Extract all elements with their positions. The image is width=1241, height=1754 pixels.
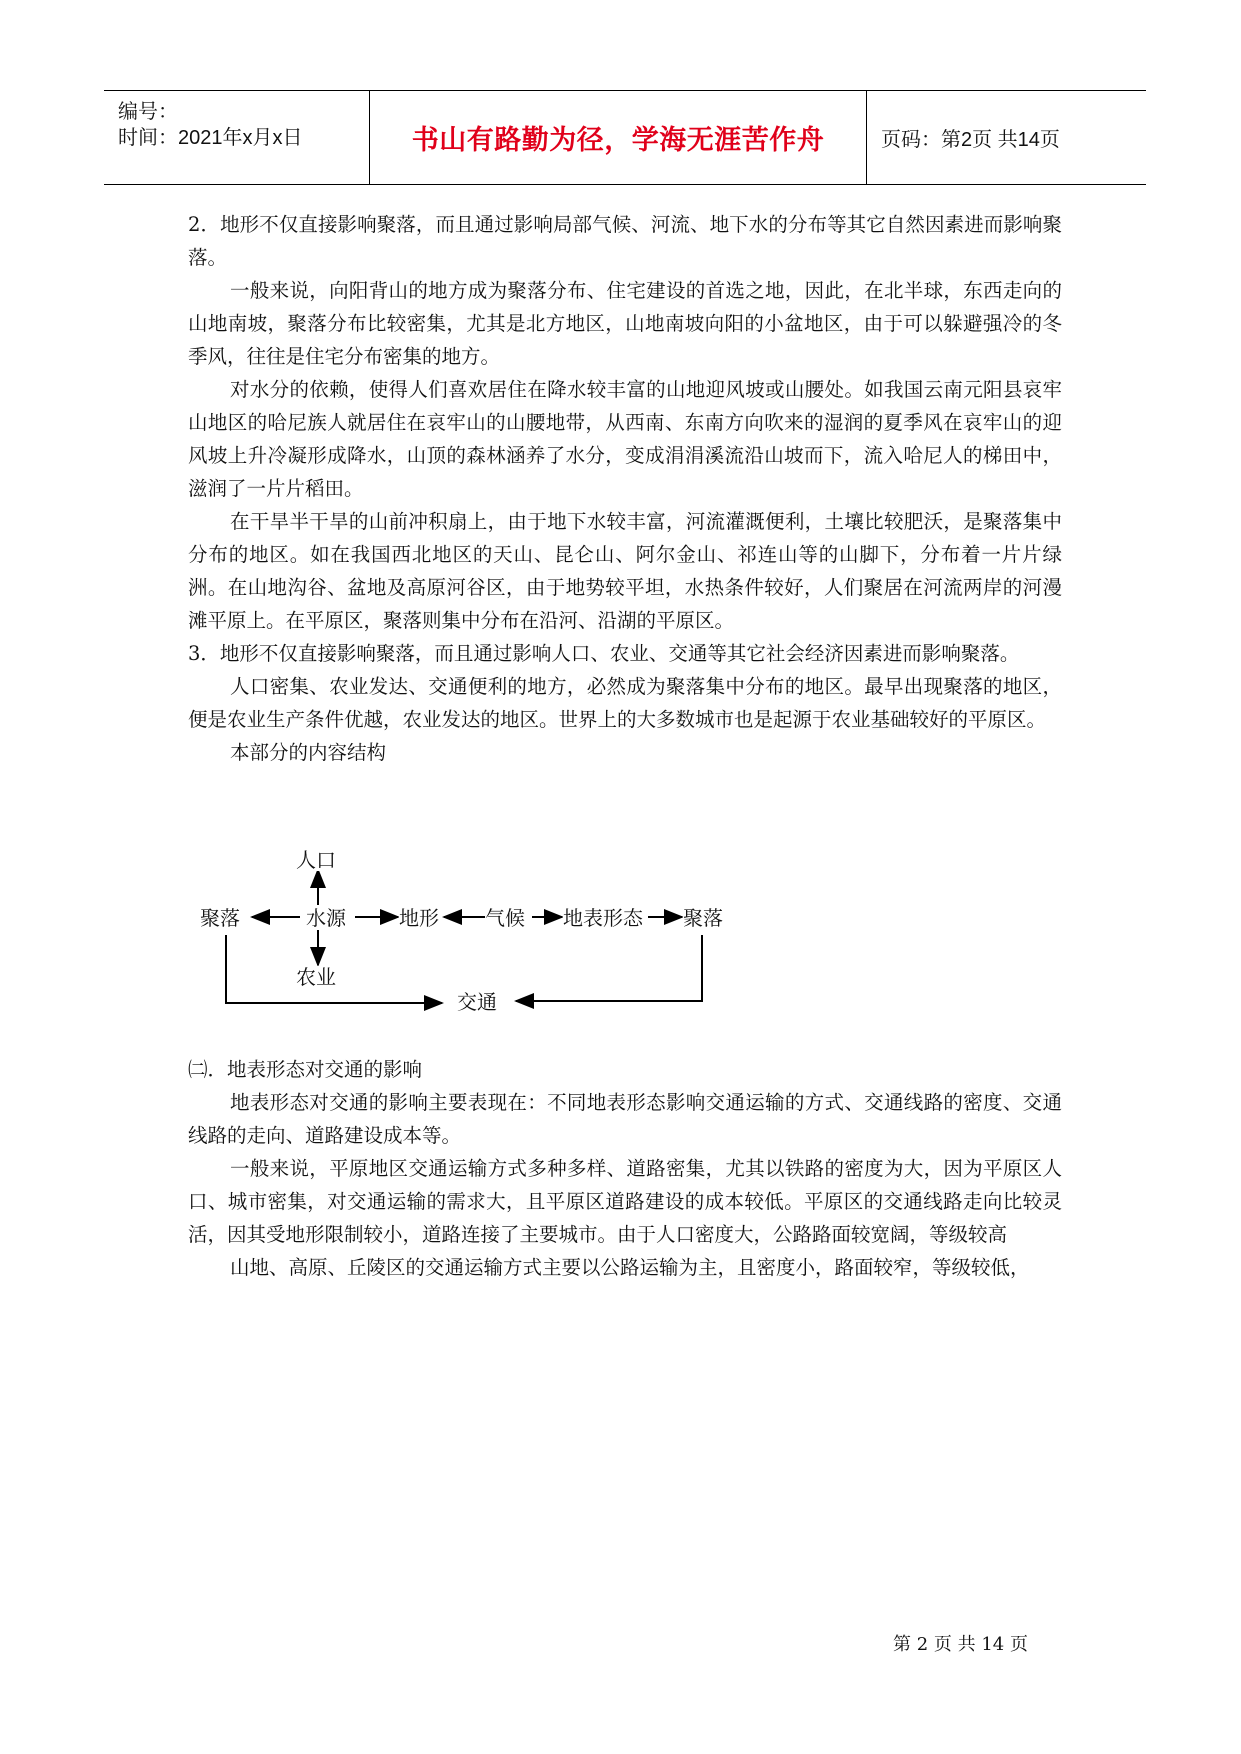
paragraph: 人口密集、农业发达、交通便利的地方，必然成为聚落集中分布的地区。最早出现聚落的地区，便是农业生产条件优越，农业发达的地区。世界上的大多数城市也是起源于农业基础较好的平原区。 xyxy=(188,675,1062,731)
node-agriculture: 农业 xyxy=(296,965,336,989)
paragraph: 对水分的依赖，使得人们喜欢居住在降水较丰富的山地迎风坡或山腰处。如我国云南元阳县哀牢山地区的哈尼族人就居住在哀牢山的山腰地带，从西南、东南方向吹来的湿润的夏季风在哀牢山的迎风坡上升冷凝形成降水，山顶的森林涵养了水分，变成涓涓溪流沿山坡而下，流入哈尼人的梯田中，滋润了一片片稻田。 xyxy=(188,378,1062,500)
paragraph: 一般来说，向阳背山的地方成为聚落分布、住宅建设的首选之地，因此，在北半球，东西走向的山地南坡，聚落分布比较密集，尤其是北方地区，山地南坡向阳的小盆地区，由于可以躲避强冷的冬季风，往往是住宅分布密集的地方。 xyxy=(188,279,1062,368)
page-footer: 第 2 页 共 14 页 xyxy=(893,1634,1028,1655)
header-meta-cell xyxy=(104,91,370,184)
number-label: 编号： xyxy=(118,101,178,123)
node-transport: 交通 xyxy=(457,990,497,1014)
header-motto: 书山有路勤为径，学海无涯苦作舟 xyxy=(370,91,867,184)
node-climate: 气候 xyxy=(485,906,525,930)
node-settlement-right: 聚落 xyxy=(683,906,723,930)
node-population: 人口 xyxy=(296,848,336,872)
diagram-caption: 本部分的内容结构 xyxy=(230,741,387,764)
paragraph: 在干旱半干旱的山前冲积扇上，由于地下水较丰富，河流灌溉便利，土壤比较肥沃，是聚落集中分布的地区。如在我国西北地区的天山、昆仑山、阿尔金山、祁连山等的山脚下，分布着一片片绿洲。在山地沟谷、盆地及高原河谷区，由于地势较平坦，水热条件较好，人们聚居在河流两岸的河漫滩平原上。在平原区，聚落则集中分布在沿河、沿湖的平原区。 xyxy=(188,510,1062,632)
section-heading: ㈡．地表形态对交通的影响 xyxy=(188,1058,423,1081)
page-header xyxy=(104,90,1146,185)
node-settlement-left: 聚落 xyxy=(200,906,240,930)
paragraph: 山地、高原、丘陵区的交通运输方式主要以公路运输为主，且密度小，路面较窄，等级较低， xyxy=(230,1256,1030,1279)
node-landform: 地表形态 xyxy=(563,906,643,930)
time-label: 时间：2021年x月x日 xyxy=(118,127,303,149)
node-water: 水源 xyxy=(306,906,346,930)
paragraph: 一般来说，平原地区交通运输方式多种多样、道路密集，尤其以铁路的密度为大，因为平原区人口、城市密集，对交通运输的需求大，且平原区道路建设的成本较低。平原区的交通线路走向比较灵活，因其受地形限制较小，道路连接了主要城市。由于人口密度大，公路路面较宽阔，等级较高 xyxy=(188,1157,1062,1246)
section-landform-transport xyxy=(188,1053,1062,1284)
document-body xyxy=(188,208,1062,769)
paragraph: 3．地形不仅直接影响聚落，而且通过影响人口、农业、交通等其它社会经济因素进而影响聚落。 xyxy=(188,642,1020,665)
header-page-info: 页码：第2页 共14页 xyxy=(881,129,1060,151)
paragraph: 地表形态对交通的影响主要表现在：不同地表形态影响交通运输的方式、交通线路的密度、交通线路的走向、道路建设成本等。 xyxy=(188,1091,1062,1147)
paragraph: 2．地形不仅直接影响聚落，而且通过影响局部气候、河流、地下水的分布等其它自然因素进而影响聚落。 xyxy=(188,213,1062,269)
node-terrain: 地形 xyxy=(399,906,439,930)
line-right-to-transport xyxy=(516,935,702,1001)
